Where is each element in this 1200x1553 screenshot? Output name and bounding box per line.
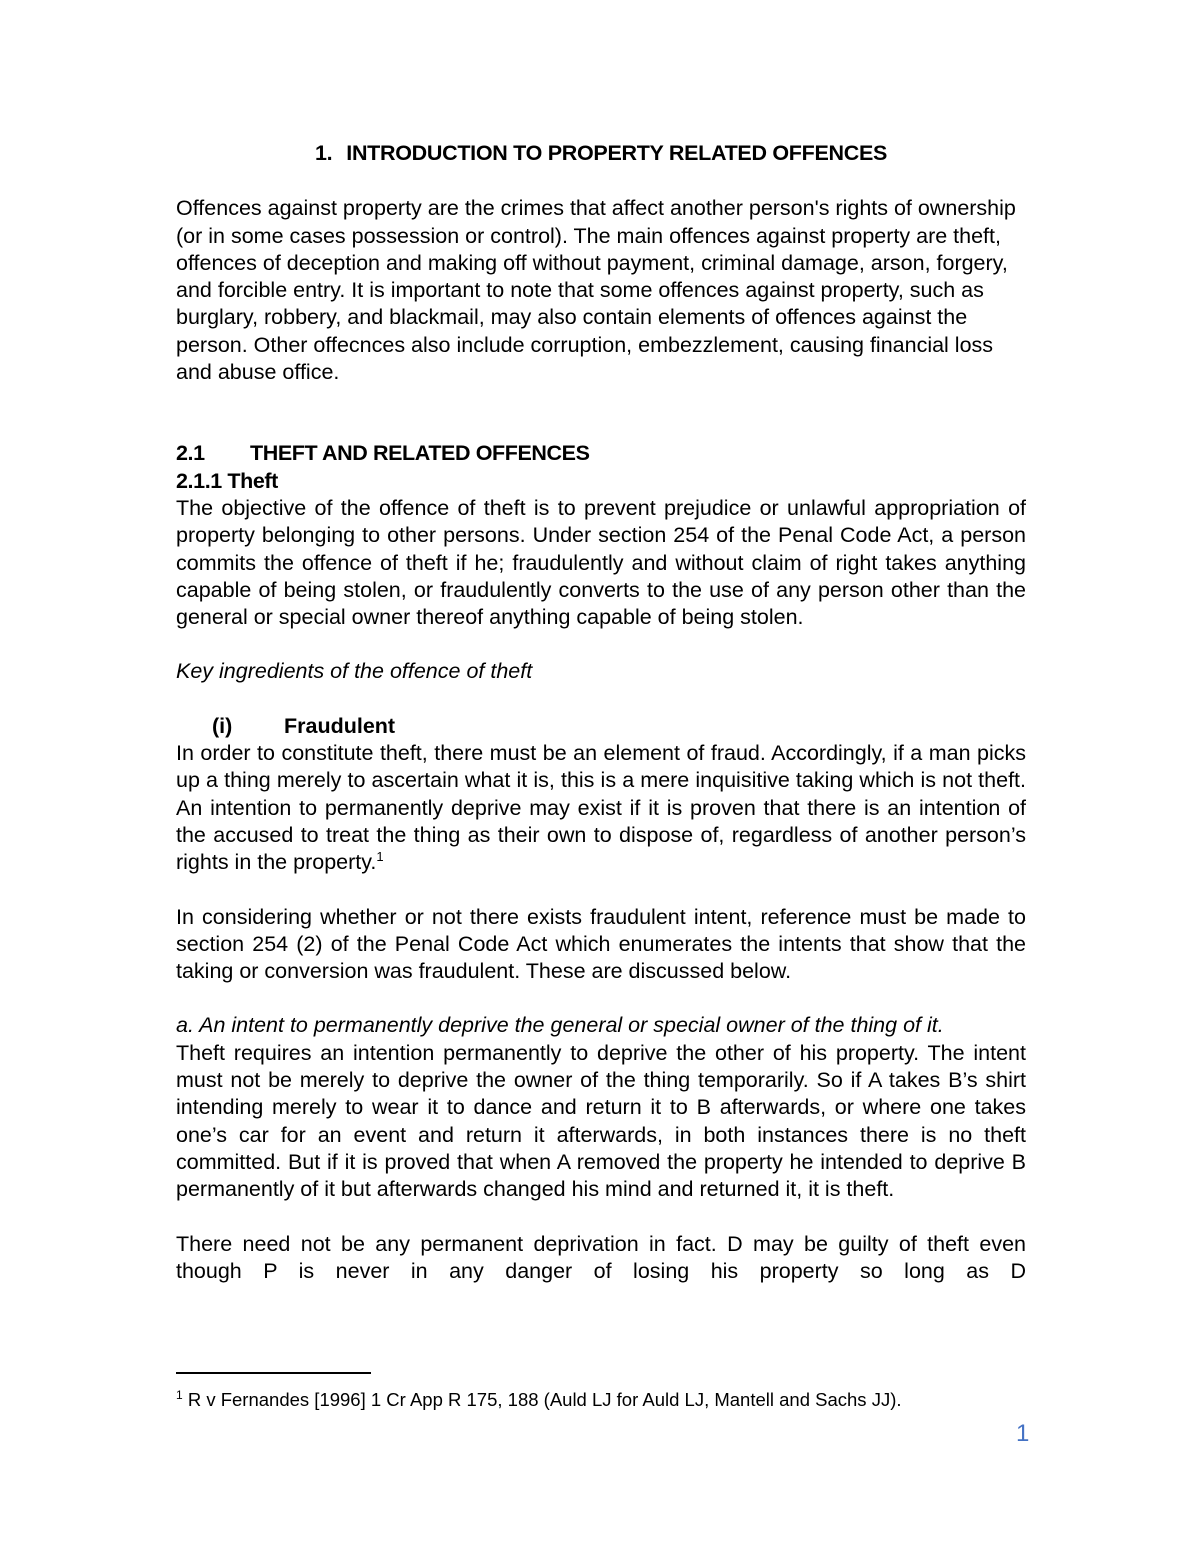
page-number: 1 [1016,1420,1030,1447]
chapter-number: 1. [314,141,333,165]
ingredient-title: Fraudulent [284,713,396,738]
fraudulent-paragraph-text: In order to constitute theft, there must be an element of fraud. Accordingly, if a man picks up a thing merely to ascertain what it is, this is a mere inquisitive taking which is not theft. An intention to permanently deprive may exist if it is proven that there is an intention of the accused to treat the thing as their own to dispose of, regardless of another person’s rights in the property. [176,741,1026,875]
permanent-deprivation-paragraph: There need not be any permanent deprivation in fact. D may be guilty of theft even though P is never in any danger of losing his property so long as D [176,1231,1026,1283]
intent-a-paragraph: Theft requires an intention permanently to deprive the other of his property. The intent must not be merely to deprive the owner of the thing temporarily. So if A takes B’s shirt intending merely to wear it to dance and return it to B afterwards, or where one takes one’s car for an event and return it afterwards, in both instances there is no theft committed. But if it is proved that when A removed the property he intended to deprive B permanently of it but afterwards changed his mind and returned it, it is theft. [176,1040,1026,1202]
intent-a-heading: a. An intent to permanently deprive the general or special owner of the thing of it. [176,1013,944,1038]
fraudulent-intent-paragraph: In considering whether or not there exists fraudulent intent, reference must be made to section 254 (2) of the Penal Code Act which enumerates the intents that show that the taking or conversion was fraudulent. These are discussed below. [176,904,1026,984]
footnote-text: R v Fernandes [1996] 1 Cr App R 175, 188 (Auld LJ for Auld LJ, Mantell and Sachs JJ). [187,1389,902,1410]
section-heading [176,440,1026,467]
chapter-title [176,140,1026,167]
intro-paragraph: Offences against property are the crimes that affect another person's rights of ownership (or in some cases possession or control). The main offences against property are theft, offences of deception and making off without payment, criminal damage, arson, forgery, and forcible entry. It is important to note that some offences against property, such as burglary, robbery, and blackmail, may also contain elements of offences against the person. Other offecnces also include corruption, embezzlement, causing financial loss and abuse office. [176,196,1016,385]
page-body [176,140,1026,1285]
footnote-marker: 1 [176,1387,183,1402]
ingredient-heading-i [176,713,1026,740]
section-title: THEFT AND RELATED OFFENCES [250,441,590,466]
footnote-separator [176,1372,371,1374]
footnote-reference[interactable]: 1 [376,849,384,865]
fraudulent-paragraph [176,740,1026,876]
chapter-title-text: INTRODUCTION TO PROPERTY RELATED OFFENCES [346,141,888,165]
subsection-heading: 2.1.1 Theft [176,468,278,493]
theft-paragraph: The objective of the offence of theft is to prevent prejudice or unlawful appropriation of property belonging to other persons. Under section 254 of the Penal Code Act, a person commits the offence of theft if he; fraudulently and without claim of right takes anything capable of being stolen, or fraudulently converts to the use of any person other than the general or special owner thereof anything capable of being stolen. [176,495,1026,630]
key-ingredients-heading: Key ingredients of the offence of theft [176,659,533,684]
footnote [176,1388,1026,1412]
section-number: 2.1 [176,441,205,466]
ingredient-number: (i) [212,713,233,738]
